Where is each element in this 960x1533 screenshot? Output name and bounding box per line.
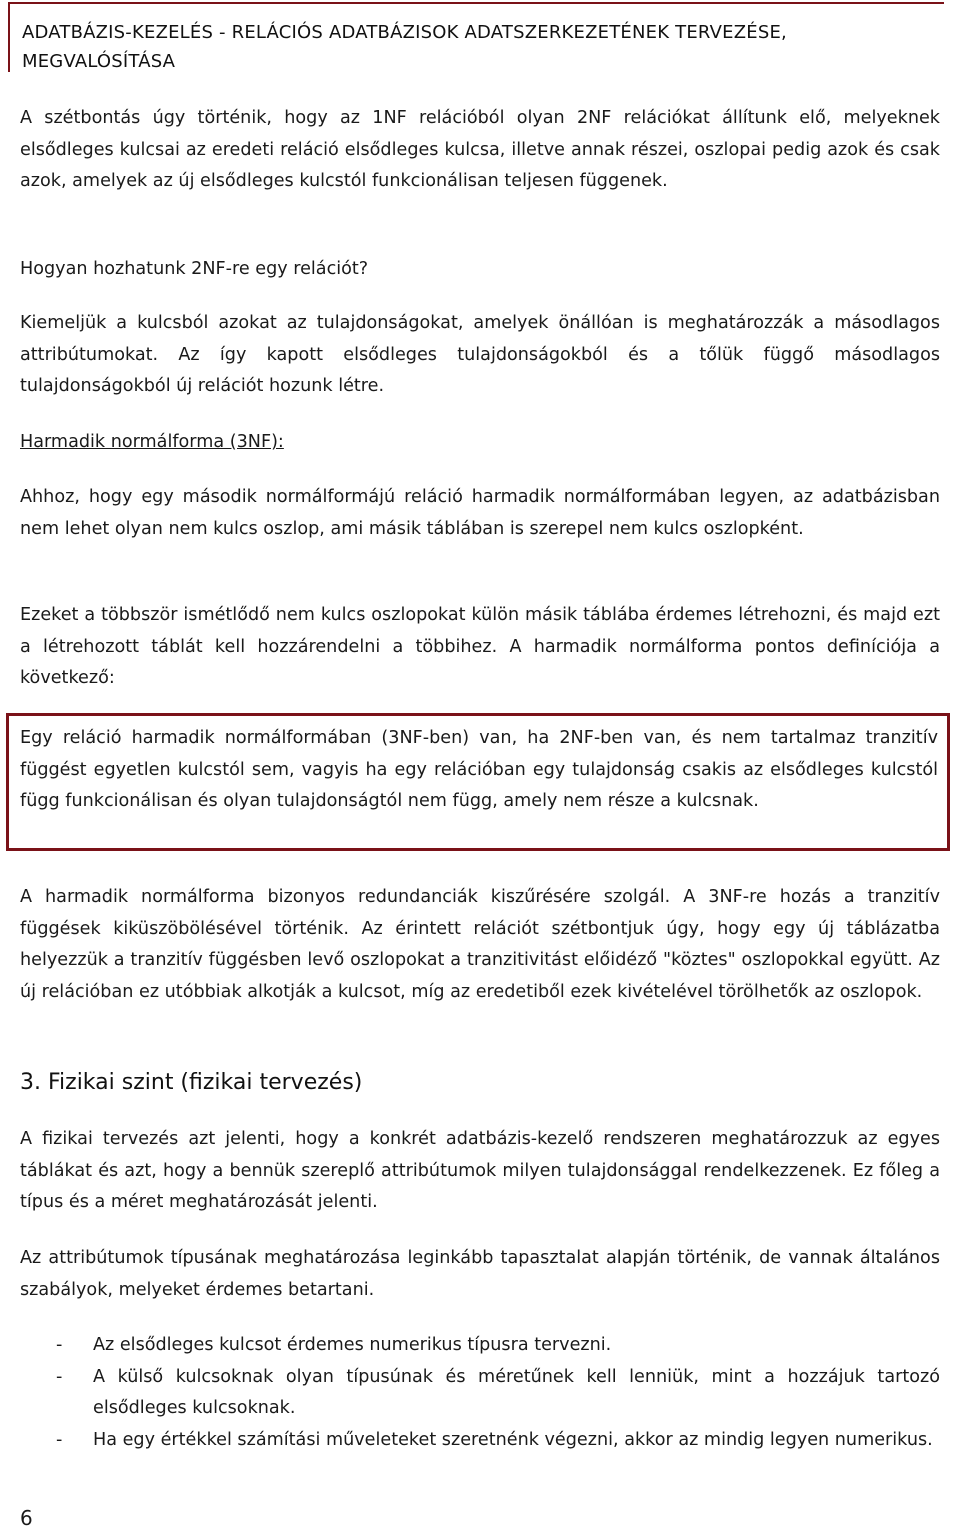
paragraph-3nf-purpose: A harmadik normálforma bizonyos redundanciák kiszűrésére szolgál. A 3NF-re hozás a tranzitív függések kiküszöbölésével történik. Az érintett relációt szétbontjuk úgy, hogy egy új táblázatba helyezzük a tranzitív függésben levő oszlopokat a tranzitivitást előidéző "köztes" oszlopokkal együtt. Az új relációban ez utóbbiak alkotják a kulcsot, míg az eredetiből ezek kivételével törölhetők az oszlopok. — [20, 887, 940, 1002]
list-item-text: Az elsődleges kulcsot érdemes numerikus típusra tervezni. — [93, 1335, 612, 1355]
list-item-text: Ha egy értékkel számítási műveleteket szeretnénk végezni, akkor az mindig legyen numerikus. — [93, 1429, 933, 1450]
bullet-dash: - — [56, 1335, 63, 1355]
page-header — [8, 2, 944, 72]
list-item-text: A külső kulcsoknak olyan típusúnak és méretűnek kell lenniük, mint a hozzájuk tartozó elsődleges kulcsoknak. — [93, 1366, 940, 1418]
list-item — [20, 1330, 940, 1362]
paragraph-decomposition: A szétbontás úgy történik, hogy az 1NF relációból olyan 2NF relációkat állítunk elő, melyeknek elsődleges kulcsai az eredeti reláció elsődleges kulcsa, illetve annak részei, oszlopai pedig azok és csak azok, amelyek az új elsődleges kulcstól funkcionálisan teljesen függenek. — [20, 108, 940, 191]
list-item — [20, 1425, 940, 1457]
paragraph-3nf-intro: Ahhoz, hogy egy második normálformájú reláció harmadik normálformában legyen, az adatbázisban nem lehet olyan nem kulcs oszlop, ami másik táblában is szerepel nem kulcs oszlopként. — [20, 487, 940, 539]
definition-box — [6, 713, 950, 851]
list-item — [20, 1362, 940, 1425]
paragraph-question-2nf: Hogyan hozhatunk 2NF-re egy relációt? — [20, 259, 369, 279]
section-title-3nf: Harmadik normálforma (3NF): — [20, 432, 284, 452]
definition-text: Egy reláció harmadik normálformában (3NF-ben) van, ha 2NF-ben van, és nem tartalmaz tranzitív függést egyetlen kulcstól sem, vagyis ha egy relációban egy tulajdonság csakis az elsődleges kulcstól függ funkcionálisan és olyan tulajdonságtól nem függ, amely nem része a kulcsnak. — [20, 728, 938, 811]
bullet-dash: - — [56, 1366, 63, 1387]
paragraph-3nf-repeat: Ezeket a többször ismétlődő nem kulcs oszlopokat külön másik táblába érdemes létrehozni, és majd ezt a létrehozott táblát kell hozzárendelni a többihez. A harmadik normálforma pontos definíciója a következő: — [20, 605, 940, 688]
header-title: ADATBÁZIS-KEZELÉS - RELÁCIÓS ADATBÁZISOK ADATSZERKEZETÉNEK TERVEZÉSE, MEGVALÓSÍTÁSA — [22, 22, 787, 72]
paragraph-attribute-types: Az attribútumok típusának meghatározása leginkább tapasztalat alapján történik, de vannak általános szabályok, melyeket érdemes betartani. — [20, 1248, 940, 1300]
rules-list — [20, 1330, 940, 1456]
paragraph-physical-design: A fizikai tervezés azt jelenti, hogy a konkrét adatbázis-kezelő rendszeren meghatározzuk az egyes táblákat és azt, hogy a bennük szereplő attribútumok milyen tulajdonsággal rendelkezzenek. Ez főleg a típus és a méret meghatározását jelenti. — [20, 1129, 940, 1212]
section-heading-physical: 3. Fizikai szint (fizikai tervezés) — [20, 1070, 363, 1095]
page-number: 6 — [20, 1506, 33, 1530]
bullet-dash: - — [56, 1429, 63, 1450]
paragraph-2nf-method: Kiemeljük a kulcsból azokat az tulajdonságokat, amelyek önállóan is meghatározzák a másodlagos attribútumokat. Az így kapott elsődleges tulajdonságokból és a tőlük függő másodlagos tulajdonságokból új relációt hozunk létre. — [20, 313, 940, 396]
